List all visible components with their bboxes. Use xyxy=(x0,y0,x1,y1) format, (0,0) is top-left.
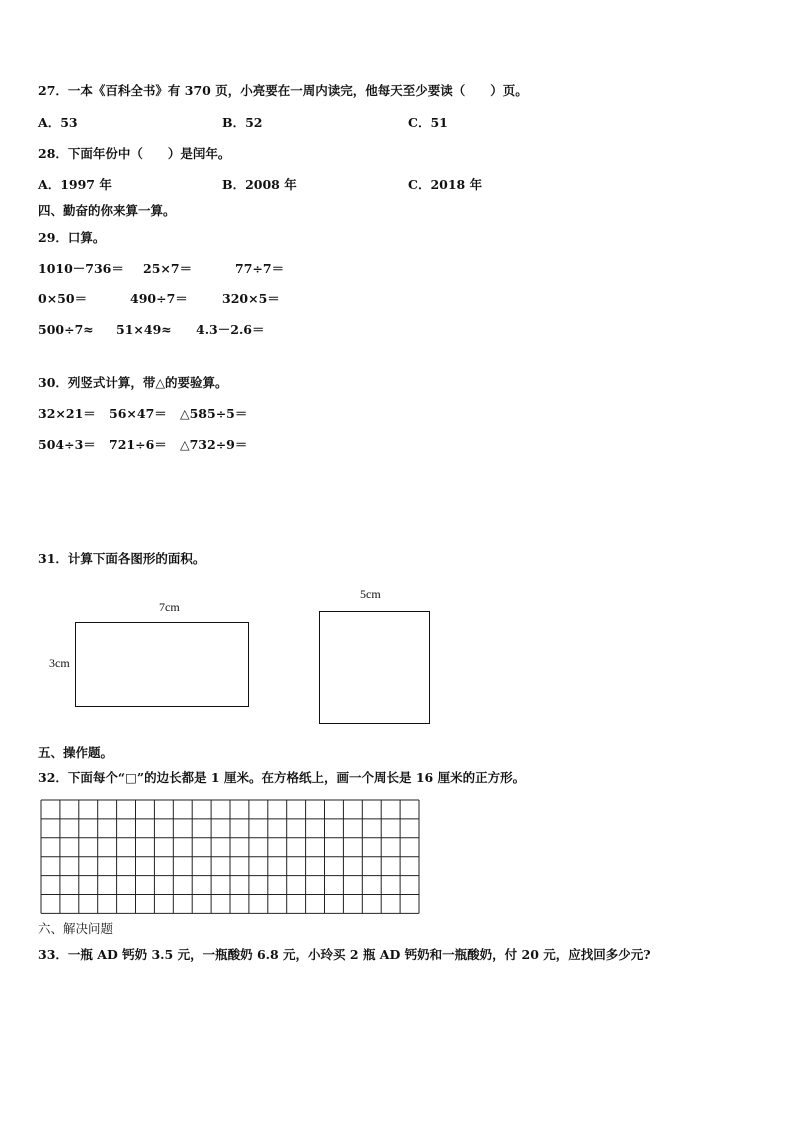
question-27-option-c[interactable]: C．51 xyxy=(408,115,448,130)
section-5-heading: 五、操作题。 xyxy=(38,745,114,760)
question-27-option-a[interactable]: A．53 xyxy=(38,115,78,130)
oral-calc-item: 320×5＝ xyxy=(222,291,280,306)
vertical-calc-item: △732÷9＝ xyxy=(180,437,248,452)
question-28-stem: 28．下面年份中（ ）是闰年。 xyxy=(38,146,231,161)
question-28-option-b[interactable]: B．2008 年 xyxy=(222,177,297,192)
square-shape xyxy=(319,611,430,724)
section-4-heading: 四、勤奋的你来算一算。 xyxy=(38,203,176,218)
vertical-calc-item: 56×47＝ xyxy=(109,406,167,421)
rectangle-width-label: 7cm xyxy=(159,600,180,614)
question-31-stem: 31．计算下面各图形的面积。 xyxy=(38,551,206,566)
rectangle-shape xyxy=(75,622,249,707)
question-32-stem: 32．下面每个“□”的边长都是 1 厘米。在方格纸上，画一个周长是 16 厘米的正方形。 xyxy=(38,770,526,785)
oral-calc-item: 51×49≈ xyxy=(116,322,172,337)
question-29-stem: 29．口算。 xyxy=(38,230,106,245)
question-33-stem: 33．一瓶 AD 钙奶 3.5 元，一瓶酸奶 6.8 元，小玲买 2 瓶 AD 钙奶和一瓶酸奶，付 20 元，应找回多少元? xyxy=(38,947,651,962)
oral-calc-item: 1010－736＝ xyxy=(38,261,124,276)
square-grid-paper[interactable] xyxy=(40,799,420,915)
rectangle-height-label: 3cm xyxy=(49,656,70,670)
oral-calc-item: 0×50＝ xyxy=(38,291,88,306)
vertical-calc-item: △585÷5＝ xyxy=(180,406,248,421)
oral-calc-item: 490÷7＝ xyxy=(130,291,188,306)
question-27-stem: 27．一本《百科全书》有 370 页，小亮要在一周内读完，他每天至少要读（ ）页。 xyxy=(38,83,528,98)
square-side-label: 5cm xyxy=(360,587,381,601)
vertical-calc-item: 32×21＝ xyxy=(38,406,96,421)
question-30-stem: 30．列竖式计算，带△的要验算。 xyxy=(38,375,228,390)
question-28-option-a[interactable]: A．1997 年 xyxy=(38,177,112,192)
oral-calc-item: 500÷7≈ xyxy=(38,322,94,337)
vertical-calc-item: 721÷6＝ xyxy=(109,437,167,452)
oral-calc-item: 4.3－2.6＝ xyxy=(196,322,265,337)
section-6-heading: 六、解决问题 xyxy=(38,921,114,936)
oral-calc-item: 77÷7＝ xyxy=(235,261,285,276)
vertical-calc-item: 504÷3＝ xyxy=(38,437,96,452)
question-28-option-c[interactable]: C．2018 年 xyxy=(408,177,483,192)
question-27-option-b[interactable]: B．52 xyxy=(222,115,263,130)
oral-calc-item: 25×7＝ xyxy=(143,261,193,276)
